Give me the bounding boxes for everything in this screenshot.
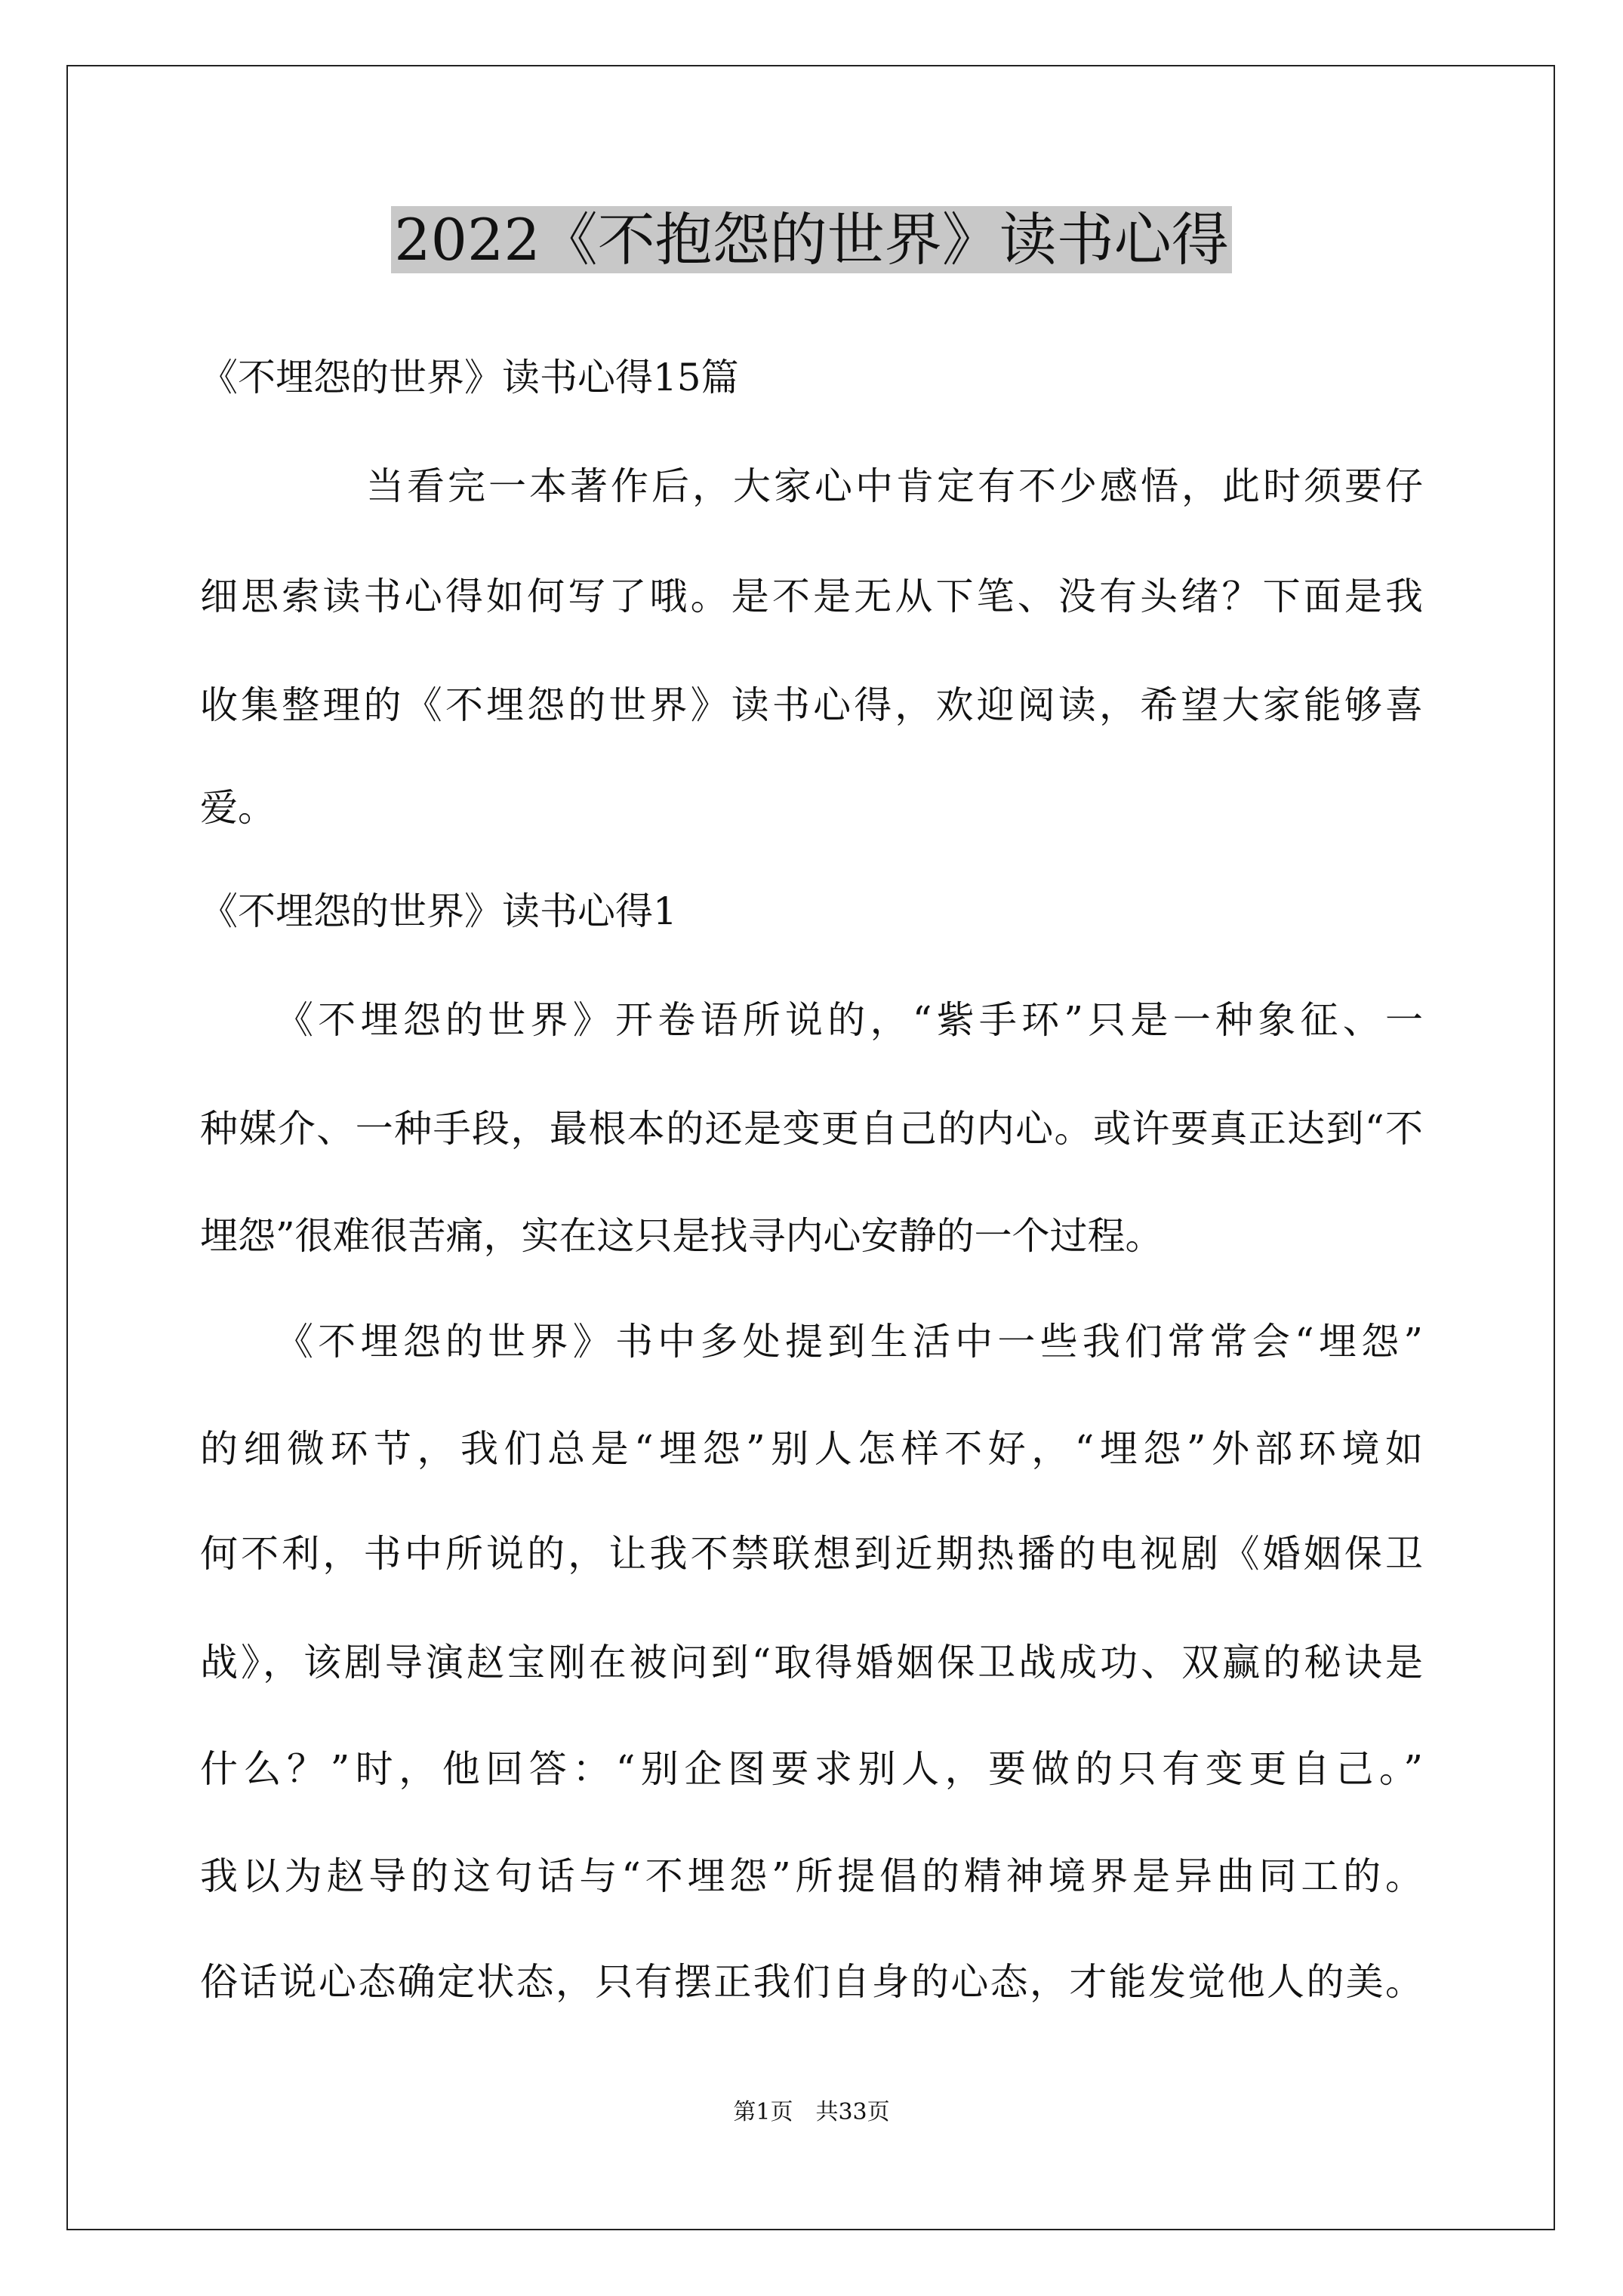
paragraph-line: 俗话说心态确定状态，只有摆正我们自身的心态，才能发觉他人的美。 bbox=[200, 1960, 1423, 2004]
intro-line: 细思索读书心得如何写了哦。是不是无从下笔、没有头绪？下面是我 bbox=[200, 575, 1423, 618]
paragraph-line: 《不埋怨的世界》书中多处提到生活中一些我们常常会“埋怨” bbox=[276, 1320, 1423, 1364]
section-heading: 《不埋怨的世界》读书心得1 bbox=[200, 889, 677, 933]
paragraph-line: 何不利，书中所说的，让我不禁联想到近期热播的电视剧《婚姻保卫 bbox=[200, 1532, 1423, 1576]
paragraph-line: 埋怨”很难很苦痛，实在这只是找寻内心安静的一个过程。 bbox=[200, 1214, 1163, 1258]
intro-line: 爱。 bbox=[200, 786, 276, 830]
document-title: 2022《不抱怨的世界》读书心得 bbox=[0, 202, 1623, 278]
subtitle: 《不埋怨的世界》读书心得15篇 bbox=[200, 356, 739, 399]
paragraph-line: 《不埋怨的世界》开卷语所说的，“紫手环”只是一种象征、一 bbox=[276, 998, 1423, 1042]
paragraph-line: 的细微环节，我们总是“埋怨”别人怎样不好，“埋怨”外部环境如 bbox=[200, 1427, 1423, 1471]
intro-line: 收集整理的《不埋怨的世界》读书心得，欢迎阅读，希望大家能够喜 bbox=[200, 683, 1423, 727]
paragraph-line: 我以为赵导的这句话与“不埋怨”所提倡的精神境界是异曲同工的。 bbox=[200, 1854, 1423, 1898]
page-footer: 第1页 共33页 bbox=[733, 2099, 890, 2125]
paragraph-line: 什么？”时，他回答：“别企图要求别人，要做的只有变更自己。” bbox=[200, 1747, 1423, 1791]
paragraph-line: 种媒介、一种手段，最根本的还是变更自己的内心。或许要真正达到“不 bbox=[200, 1107, 1423, 1151]
intro-line: 当看完一本著作后，大家心中肯定有不少感悟，此时须要仔 bbox=[366, 464, 1423, 508]
paragraph-line: 战》，该剧导演赵宝刚在被问到“取得婚姻保卫战成功、双赢的秘诀是 bbox=[200, 1641, 1423, 1684]
